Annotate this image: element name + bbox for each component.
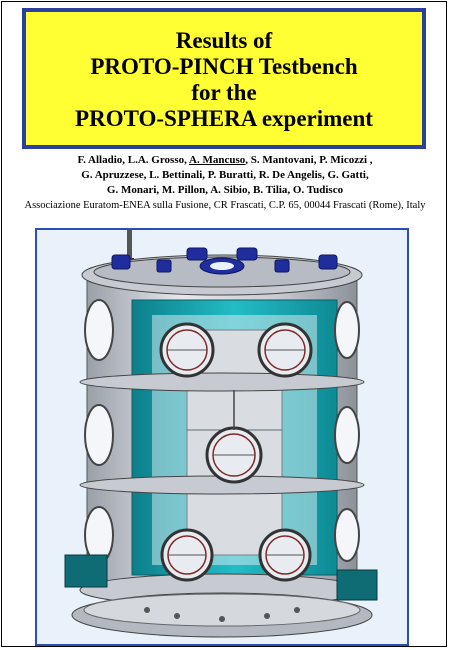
author-line-1-post: , S. Mantovani, P. Micozzi , — [245, 154, 373, 166]
title-line-3: for the — [191, 79, 257, 105]
title-line-1: Results of — [175, 27, 273, 53]
presenting-author: A. Mancuso — [189, 154, 246, 166]
author-line-1-pre: F. Alladio, L.A. Grosso, — [77, 154, 189, 166]
vessel-illustration — [35, 228, 409, 646]
author-list — [0, 153, 450, 213]
title-box — [22, 8, 426, 149]
author-line-1 — [0, 153, 450, 168]
author-line-3: G. Monari, M. Pillon, A. Sibio, B. Tilia, O. Tudisco — [106, 184, 344, 196]
author-line-2: G. Apruzzese, L. Bettinali, P. Buratti, R. De Angelis, G. Gatti, — [81, 169, 369, 181]
affiliation: Associazione Euratom-ENEA sulla Fusione, CR Frascati, C.P. 65, 00044 Frascati (Rome), Italy — [24, 200, 426, 211]
title-line-2: PROTO-PINCH Testbench — [90, 53, 358, 79]
title-line-4: PROTO-SPHERA experiment — [75, 105, 373, 131]
